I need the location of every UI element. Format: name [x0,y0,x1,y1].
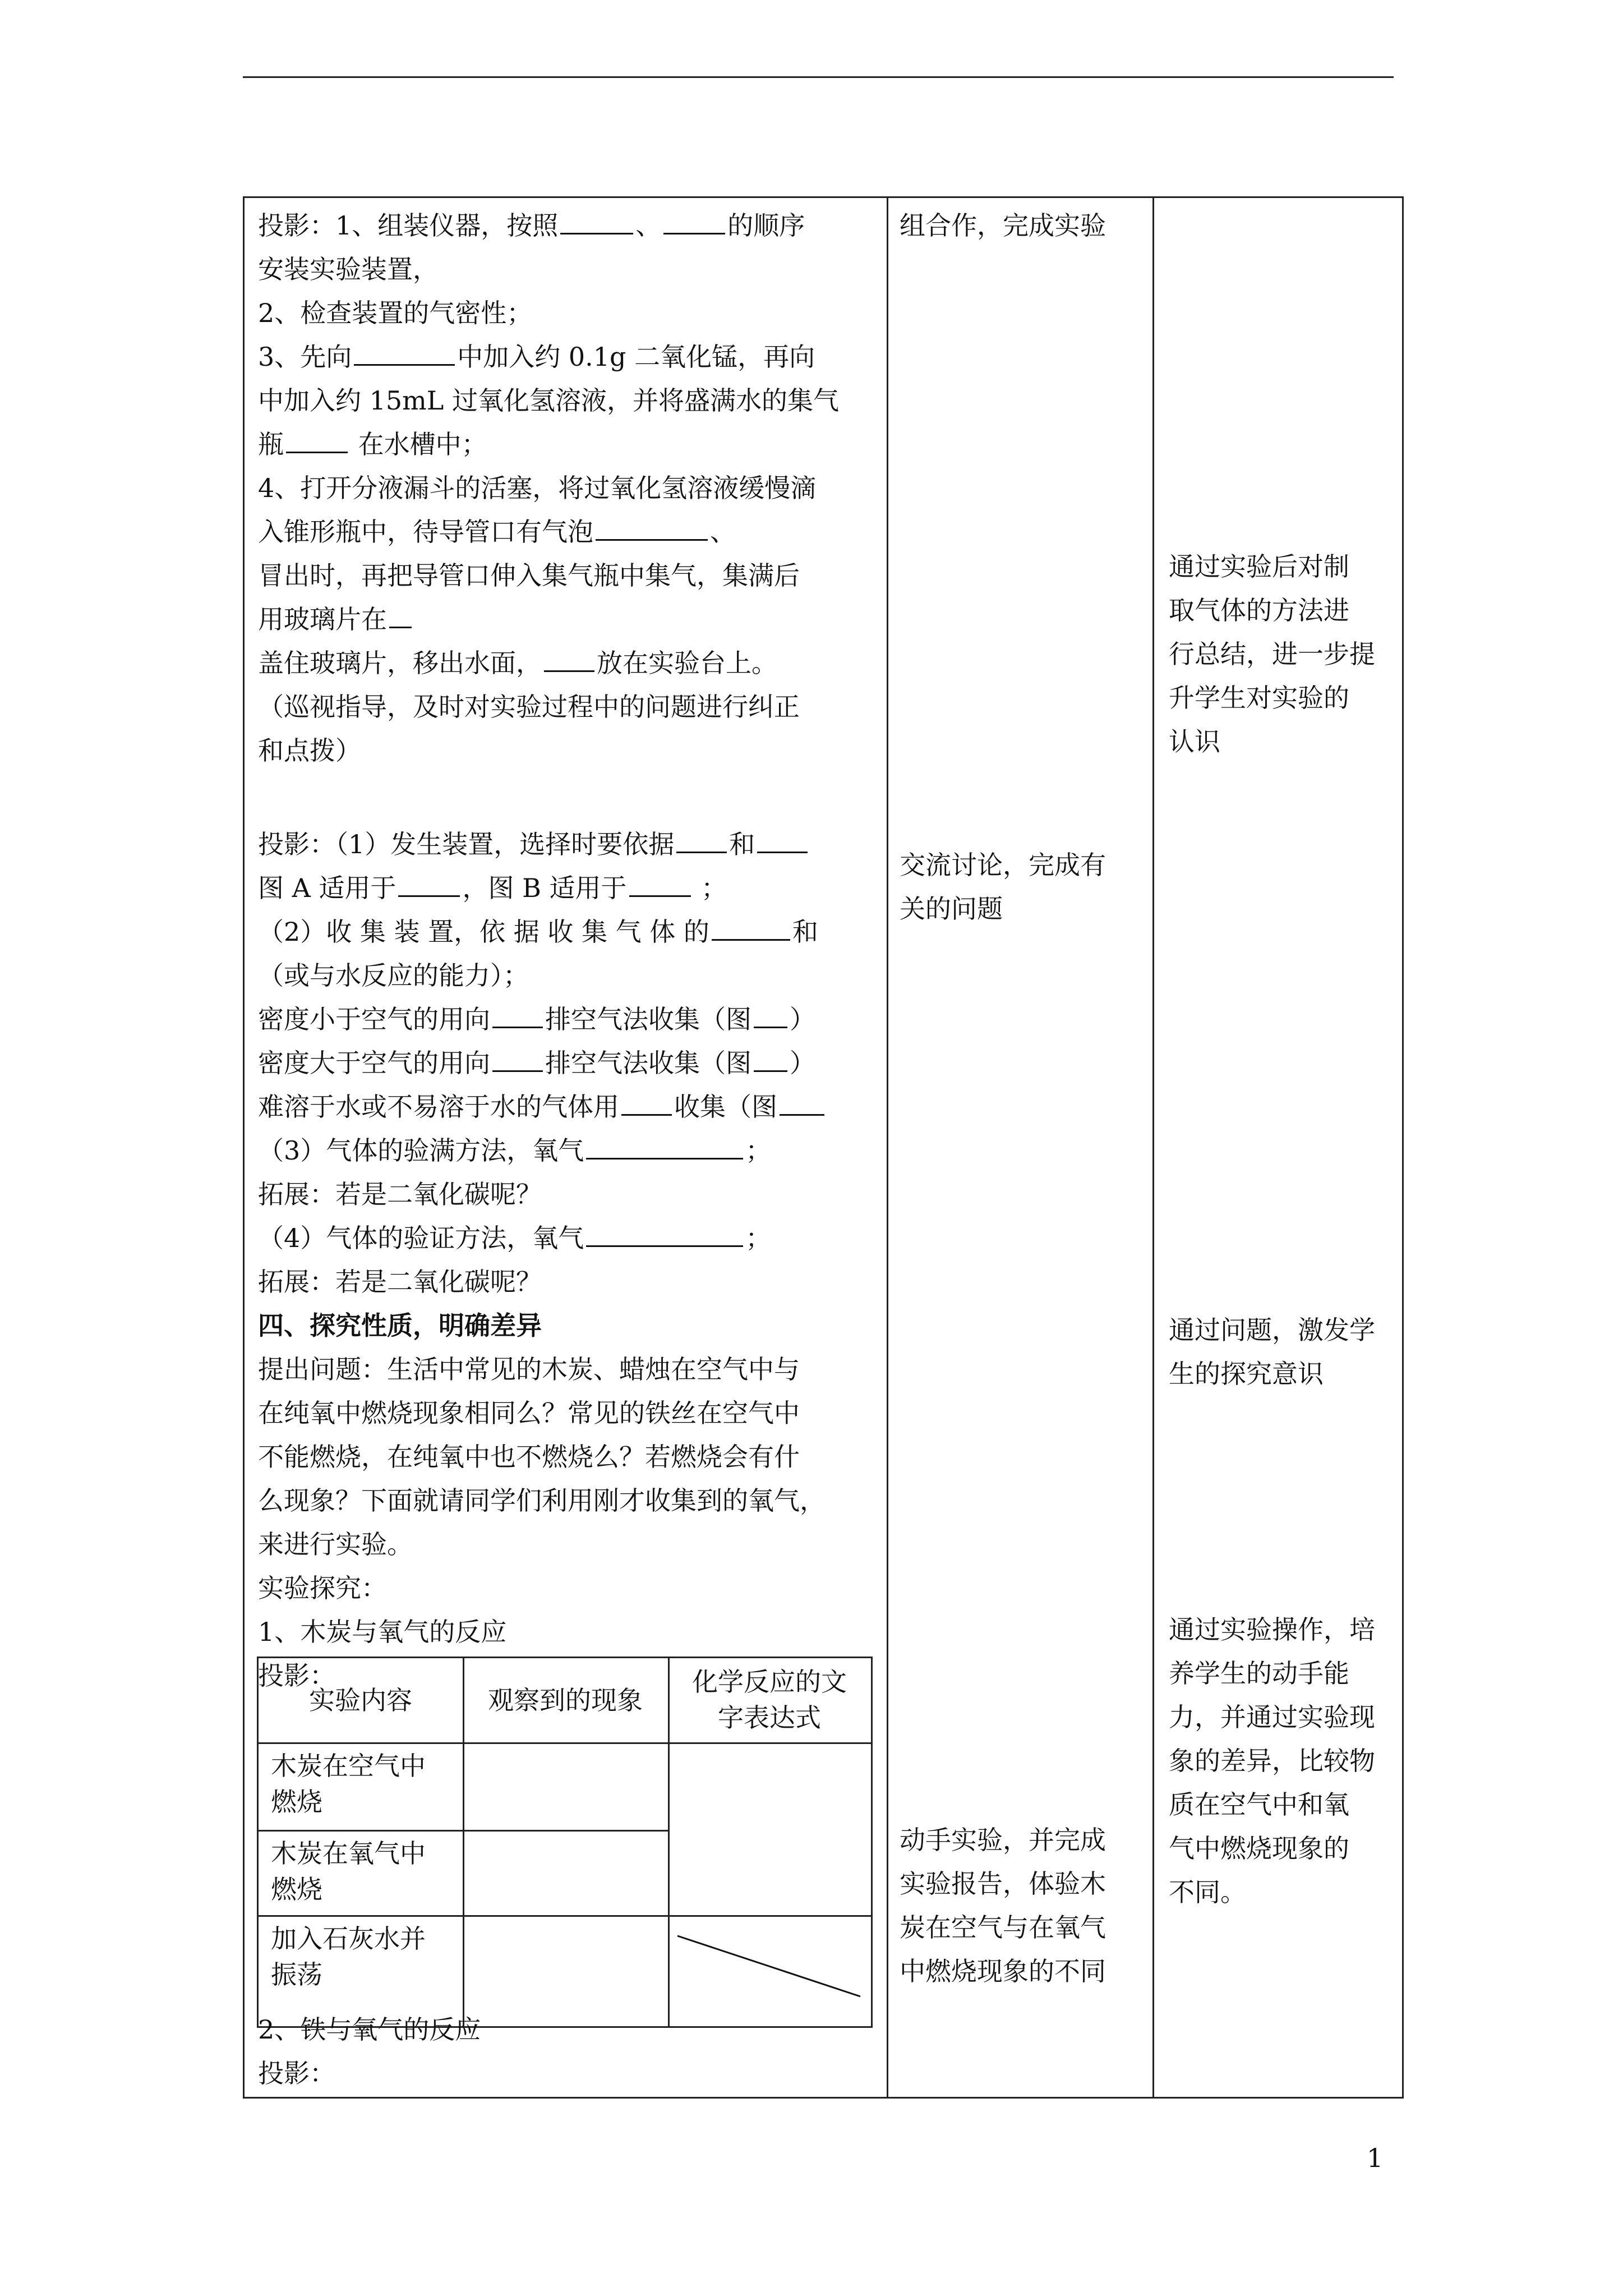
text-run: 来进行实验。 [258,1529,413,1559]
teacher-line [258,910,827,954]
row1-content-line2: 燃烧 [271,1787,322,1817]
text-run: 投影： [258,2058,335,2088]
text-run: 排空气法收集（图 [545,1048,751,1078]
header-equation-line1: 化学反应的文 [692,1667,847,1697]
teacher-line [258,1522,827,1566]
teacher-text-block-bottom [258,2008,481,2095]
teacher-line [258,1304,827,1347]
student-text-block-bottom [900,1818,1106,1993]
fill-in-blank [621,1091,672,1116]
student-activity-column [888,198,1154,2097]
teacher-line [258,510,839,554]
student-text-block-top [900,204,1106,247]
student-line: 炭在空气与在氧气 [900,1912,1106,1943]
teacher-line [258,685,839,729]
teacher-line [258,729,839,772]
header-equation-line2: 字表达式 [718,1703,821,1733]
text-run: 实验探究： [258,1573,387,1603]
header-observed-phenomenon: 观察到的现象 [488,1685,643,1715]
intent-line: 升学生对实验的 [1169,683,1349,713]
fill-in-blank [663,209,725,234]
fill-in-blank [492,1003,543,1028]
fill-in-blank [586,1134,743,1159]
teacher-line [258,204,839,247]
fill-in-blank [286,428,348,453]
row3-content-line1: 加入石灰水并 [271,1924,426,1954]
fill-in-blank [544,647,594,672]
text-run: 3、先向 [258,342,352,372]
intent-text-block-2 [1169,1308,1375,1396]
text-run: 拓展：若是二氧化碳呢？ [258,1267,542,1297]
intent-line: 养学生的动手能 [1169,1658,1349,1688]
text-run: 和点拨） [258,735,361,766]
teacher-line [258,1172,827,1216]
teacher-line [258,597,839,641]
header-experiment-content: 实验内容 [309,1685,412,1715]
teacher-text-block-top [258,204,839,772]
lesson-plan-table [243,196,1404,2099]
text-run: 中加入约 0.1g 二氧化锰，再向 [457,342,815,372]
text-run: 冒出时，再把导管口伸入集气瓶中集气，集满后 [258,560,800,591]
teacher-line [258,1479,827,1522]
teacher-line [258,1085,827,1129]
intent-line: 行总结，进一步提 [1169,639,1375,669]
row2-content-line1: 木炭在氧气中 [271,1838,426,1869]
teacher-line [258,822,827,866]
text-run: 不能燃烧，在纯氧中也不燃烧么？若燃烧会有什 [258,1442,800,1472]
teacher-line [258,1129,827,1172]
text-run: 2、检查装置的气密性； [258,298,533,328]
text-run: 、 [635,210,662,241]
text-run: 收集（图 [674,1092,777,1122]
teacher-line [258,1041,827,1085]
text-run: 四、探究性质，明确差异 [258,1310,542,1341]
fill-in-blank [586,1222,743,1247]
text-run: ； [745,1135,772,1166]
teacher-line [258,1610,827,1654]
text-run: ） [790,1004,815,1034]
text-run: ； [693,873,727,903]
text-run: 2、铁与氧气的反应 [258,2014,481,2045]
teacher-line [258,1216,827,1260]
fill-in-blank [389,603,412,628]
design-intent-column [1154,198,1402,2097]
student-text-block-mid [900,843,1106,931]
teacher-activity-column [245,198,888,2097]
intent-line: 质在空气中和氧 [1169,1789,1349,1820]
teacher-line [258,554,839,597]
intent-line: 通过实验后对制 [1169,551,1349,582]
text-run: 图 A 适用于 [258,873,396,903]
text-run: 么现象？下面就请同学们利用刚才收集到的氧气， [258,1485,826,1516]
teacher-line [258,466,839,510]
fill-in-blank [398,872,460,897]
intent-line: 取气体的方法进 [1169,595,1349,625]
student-line: 交流讨论，完成有 [900,850,1106,880]
text-run: （巡视指导，及时对实验过程中的问题进行纠正 [258,692,800,722]
text-run: 投影： [258,1660,335,1691]
intent-line: 力，并通过实验现 [1169,1702,1375,1732]
student-line: 关的问题 [900,894,1003,924]
text-run: 密度大于空气的用向 [258,1048,490,1078]
row1-content-line1: 木炭在空气中 [271,1751,426,1781]
teacher-line [258,997,827,1041]
text-run: 、 [710,517,736,547]
intent-text-block-3 [1169,1608,1375,1914]
intent-line: 通过实验操作，培 [1169,1614,1375,1645]
intent-line: 生的探究意识 [1169,1359,1324,1389]
text-run: （3）气体的验满方法，氧气 [258,1135,584,1166]
fill-in-blank [629,872,691,897]
text-run: 放在实验台上。 [597,648,777,678]
teacher-line [258,954,827,997]
text-run: 的顺序 [727,210,805,241]
teacher-line [258,247,839,291]
intent-line: 气中燃烧现象的 [1169,1833,1349,1864]
text-run: （或与水反应的能力）； [258,960,529,991]
text-run: 安装实验装置， [258,254,439,284]
text-run: 在纯氧中燃烧现象相同么？常见的铁丝在空气中 [258,1398,800,1428]
teacher-line [258,1566,827,1610]
text-run: 瓶 [258,429,284,459]
teacher-text-block-mid [258,822,827,1697]
teacher-line [258,1435,827,1479]
text-run: 难溶于水或不易溶于水的气体用 [258,1092,619,1122]
text-run: 和 [792,917,818,947]
fill-in-blank [754,1047,787,1072]
teacher-line [258,641,839,685]
text-run: 密度小于空气的用向 [258,1004,490,1034]
fill-in-blank [596,516,708,541]
text-run: 在水槽中； [350,429,487,459]
fill-in-blank [354,341,455,366]
intent-line: 不同。 [1169,1877,1246,1907]
header-rule [243,76,1394,78]
intent-text-block-1 [1169,545,1375,763]
teacher-line [258,1260,827,1304]
text-run: 中加入约 15mL 过氧化氢溶液，并将盛满水的集气 [258,385,839,416]
fill-in-blank [780,1091,824,1116]
experiment-table [257,1657,873,2028]
row2-content-line2: 燃烧 [271,1874,322,1904]
text-run: 排空气法收集（图 [545,1004,751,1034]
text-run: 入锥形瓶中，待导管口有气泡 [258,517,593,547]
student-line: 动手实验，并完成 [900,1825,1106,1855]
row3-content-line2: 振荡 [271,1959,322,1990]
diagonal-slash [670,1917,871,2026]
intent-line: 通过问题，激发学 [1169,1315,1375,1345]
teacher-line [258,422,839,466]
student-line: 中燃烧现象的不同 [900,1956,1106,1986]
fill-in-blank [492,1047,543,1072]
text-run: 4、打开分液漏斗的活塞，将过氧化氢溶液缓慢滴 [258,473,817,503]
text-run: （4）气体的验证方法，氧气 [258,1223,584,1253]
teacher-line [258,291,839,335]
text-run: 拓展：若是二氧化碳呢？ [258,1179,542,1209]
text-run: 和 [729,829,755,859]
intent-line: 认识 [1169,726,1220,757]
fill-in-blank [712,915,790,941]
text-run: ； [745,1223,772,1253]
fill-in-blank [676,828,727,853]
fill-in-blank [757,828,808,853]
text-run: 用玻璃片在 [258,604,387,634]
fill-in-blank [560,209,633,234]
text-run: 1、木炭与氧气的反应 [258,1617,507,1647]
text-run: ，图 B 适用于 [462,873,627,903]
text-run: （2）收 集 装 置，依 据 收 集 气 体 的 [258,917,709,947]
text-run: 盖住玻璃片，移出水面， [258,648,542,678]
student-line: 实验报告，体验木 [900,1869,1106,1899]
student-line: 组合作，完成实验 [900,210,1106,241]
text-run: 投影：1、组装仪器，按照 [258,210,559,241]
teacher-line [258,379,839,422]
fill-in-blank [754,1003,787,1028]
page-number: 1 [1367,2143,1384,2173]
teacher-line [258,2008,481,2051]
teacher-line [258,1391,827,1435]
intent-line: 象的差异，比较物 [1169,1746,1375,1776]
teacher-line [258,1347,827,1391]
teacher-line [258,866,827,910]
text-run: 提出问题：生活中常见的木炭、蜡烛在空气中与 [258,1354,800,1384]
text-run: ） [790,1048,815,1078]
teacher-line [258,2051,481,2095]
teacher-line [258,335,839,379]
text-run: 投影：（1）发生装置，选择时要依据 [258,829,675,859]
